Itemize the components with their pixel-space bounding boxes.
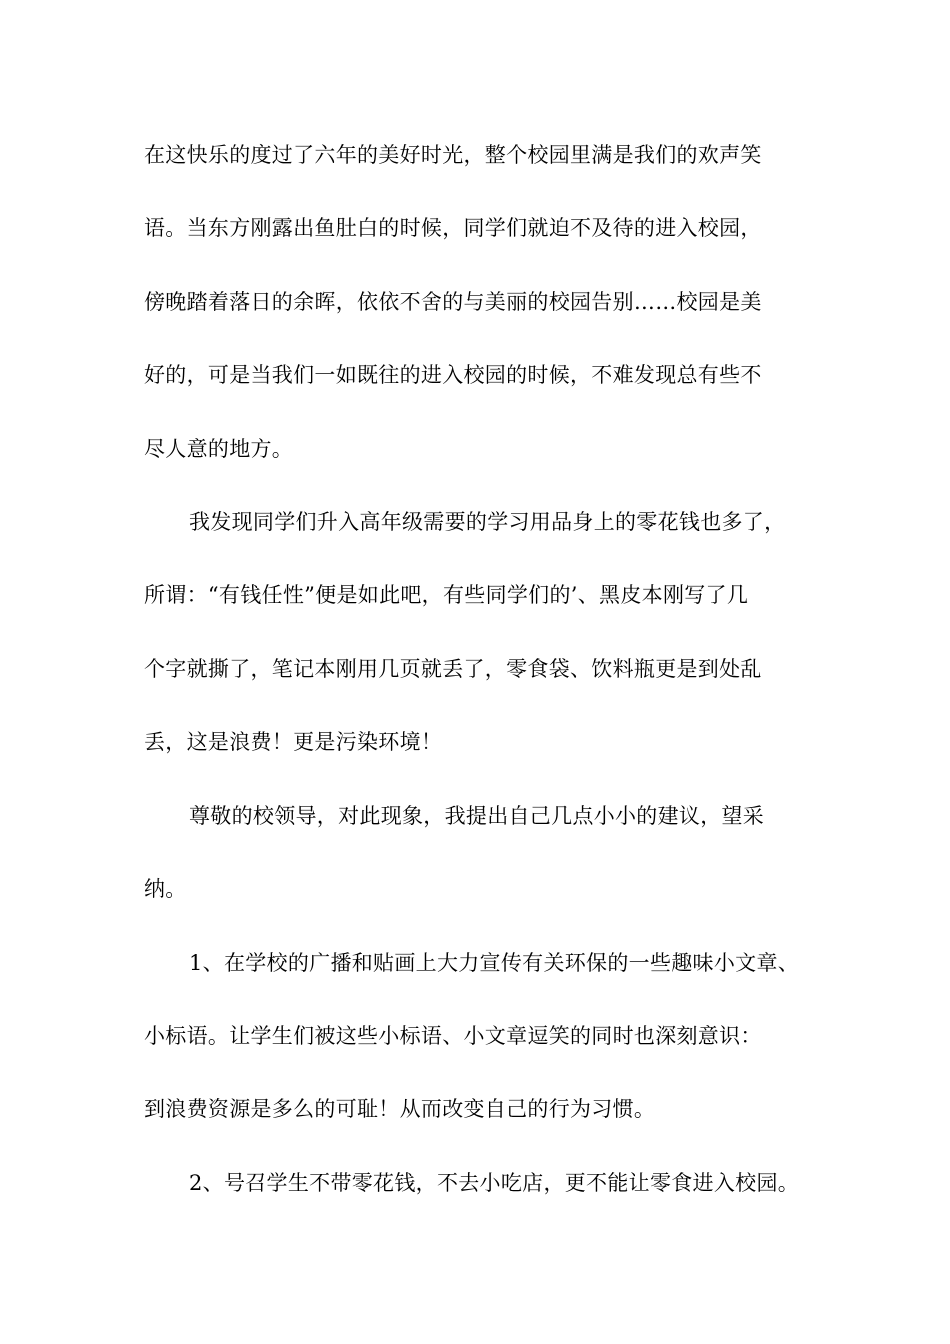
paragraph-line: 在这快乐的度过了六年的美好时光，整个校园里满是我们的欢声笑 (144, 143, 762, 167)
paragraph-line: 尊敬的校领导，对此现象，我提出自己几点小小的建议，望采 (189, 804, 765, 828)
paragraph-line: 好的，可是当我们一如既往的进入校园的时候，不难发现总有些不 (144, 363, 762, 387)
paragraph-line: 纳。 (144, 877, 187, 901)
paragraph-line: 我发现同学们升入高年级需要的学习用品身上的零花钱也多了， (189, 510, 786, 534)
paragraph-line: 丢，这是浪费！更是污染环境！ (144, 730, 443, 754)
paragraph-line: 2、号召学生不带零花钱，不去小吃店，更不能让零食进入校园。 (189, 1171, 800, 1195)
paragraph-line: 傍晚踏着落日的余晖，依依不舍的与美丽的校园告别……校园是美 (144, 290, 762, 314)
paragraph-line: 个字就撕了，笔记本刚用几页就丢了，零食袋、饮料瓶更是到处乱 (144, 657, 762, 681)
paragraph-line: 尽人意的地方。 (144, 437, 294, 461)
paragraph-line: 1、在学校的广播和贴画上大力宣传有关环保的一些趣味小文章、 (189, 951, 800, 975)
paragraph-line: 小标语。让学生们被这些小标语、小文章逗笑的同时也深刻意识： (144, 1024, 762, 1048)
paragraph-line: 所谓：“有钱任性”便是如此吧，有些同学们的’、黑皮本刚写了几 (144, 583, 749, 607)
paragraph-line: 到浪费资源是多么的可耻！从而改变自己的行为习惯。 (144, 1097, 656, 1121)
paragraph-line: 语。当东方刚露出鱼肚白的时候，同学们就迫不及待的进入校园， (144, 216, 762, 240)
